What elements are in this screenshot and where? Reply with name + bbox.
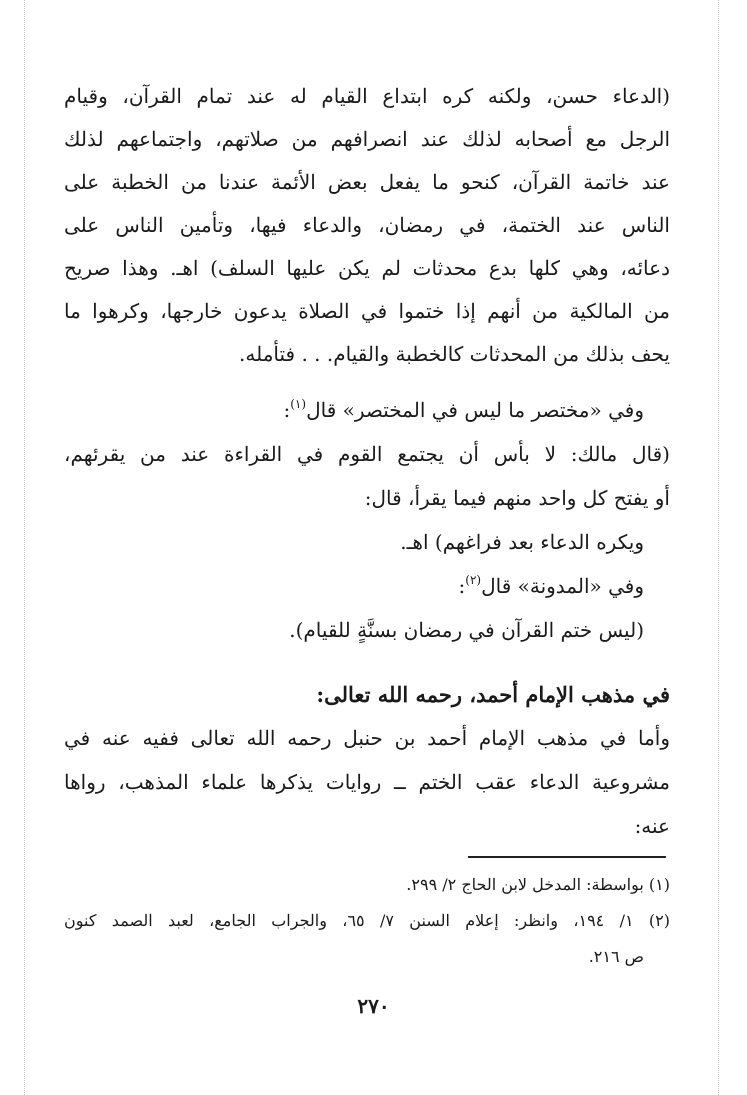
page-number: ٢٧٠ [357, 994, 390, 1018]
scan-edge-left [24, 0, 27, 1095]
quote2-line: (ليس ختم القرآن في رمضان بسنَّةٍ للقيام). [289, 618, 644, 642]
quote1-intro: وفي «مختصر ما ليس في المختصر» قال [306, 398, 644, 422]
quote2-intro-line [64, 564, 644, 609]
paragraph-line: دعائه، وهي كلها بدع محدثات لم يكن عليها السلف) اهـ. وهذا صريح [64, 256, 670, 280]
quote2-intro: وفي «المدونة» قال [481, 574, 644, 598]
paragraph-line: الرجل مع أصحابه لذلك عند انصرافهم من صلاتهم، واجتماعهم لذلك [64, 127, 670, 151]
section-line: مشروعية الدعاء عقب الختم ــ روايات يذكرها علماء المذهب، رواها [64, 770, 670, 794]
footnote-2: (٢) ١/ ١٩٤، وانظر: إعلام السنن ٧/ ٦٥، والجراب الجامع، لعبد الصمد كنون [64, 911, 671, 930]
section-line: وأما في مذهب الإمام أحمد بن حنبل رحمه الله تعالى ففيه عنه في [64, 726, 670, 750]
quote1-line: أو يفتح كل واحد منهم فيما يقرأ، قال: [364, 486, 670, 510]
quote1-intro-line [64, 388, 644, 433]
quote1-tail: : [283, 398, 291, 422]
section-line: عنه: [634, 814, 670, 838]
paragraph-line: من المالكية من أنهم إذا ختموا في الصلاة يدعون خارجها، وكرهوا ما [64, 299, 670, 323]
paragraph-line: الناس عند الختمة، في رمضان، والدعاء فيها، وتأمين الناس على [64, 213, 670, 237]
scan-edge-right [718, 0, 721, 1095]
footnote-1: (١) بواسطة: المدخل لابن الحاج ٢/ ٢٩٩. [406, 875, 670, 894]
footnote-ref-2: (٢) [465, 573, 482, 587]
section-heading: في مذهب الإمام أحمد، رحمه الله تعالى: [316, 682, 670, 707]
quote1-line: (قال مالك: لا بأس أن يجتمع القوم في القراءة عند من يقرئهم، [64, 442, 670, 466]
quote1-line: ويكره الدعاء بعد فراغهم) اهـ. [400, 530, 644, 554]
footnote-ref-1: (١) [290, 397, 307, 411]
quote2-tail: : [458, 574, 466, 598]
paragraph-line: يحف بذلك من المحدثات كالخطبة والقيام. . . فتأمله. [239, 342, 670, 366]
paragraph-line: (الدعاء حسن، ولكنه كره ابتداع القيام له عند تمام القرآن، وقيام [64, 84, 670, 108]
footnote-2-continued: ص ٢١٦. [588, 947, 644, 966]
footnote-divider [468, 856, 666, 858]
paragraph-line: عند خاتمة القرآن، كنحو ما يفعل بعض الأئمة عندنا من الخطبة على [64, 170, 670, 194]
